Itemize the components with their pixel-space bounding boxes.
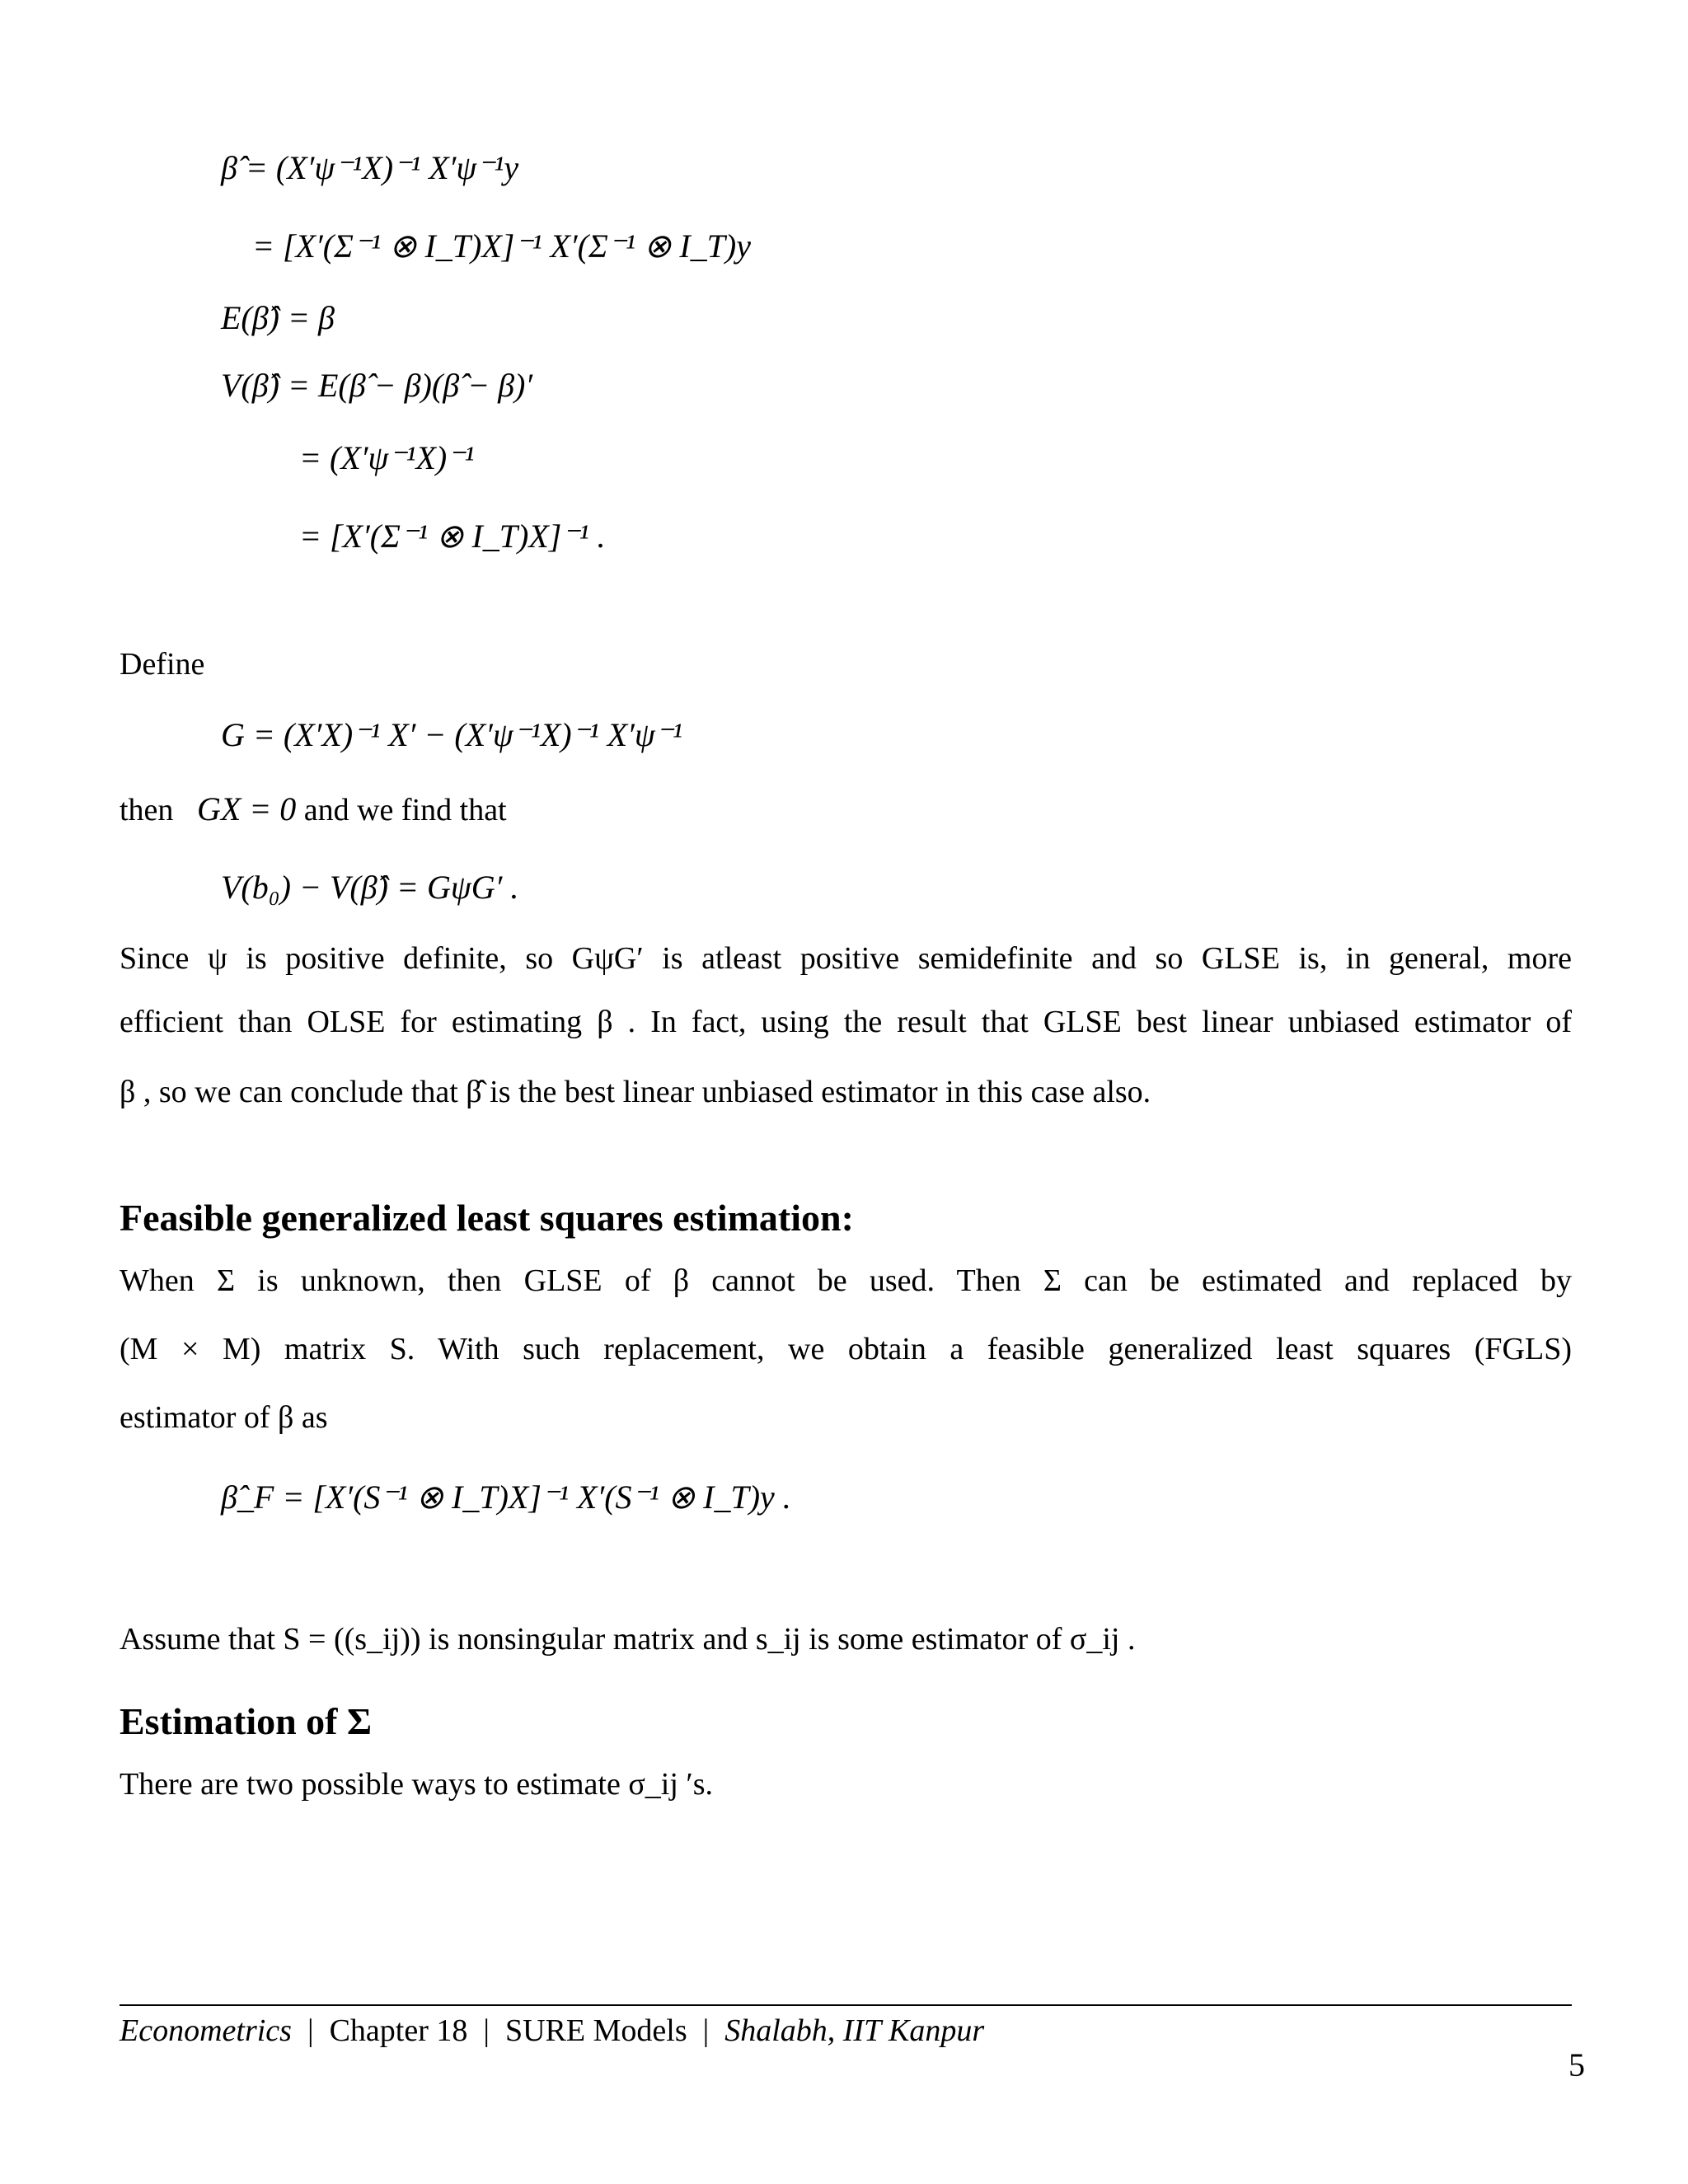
footer-sep-3: | [702,2013,710,2048]
equation-fgls-estimator: β̂_F = [X′(S⁻¹ ⊗ I_T)X]⁻¹ X′(S⁻¹ ⊗ I_T)y . [221,1479,791,1516]
since-line-2: efficient than OLSE for estimating β . In fact, using the result that GLSE best linear unbiased estimator of [120,1005,1572,1039]
equation-variance-kronecker: = [X′(Σ⁻¹ ⊗ I_T)X]⁻¹ . [299,518,606,555]
since-line-3: β , so we can conclude that β̂ is the best linear unbiased estimator in this case also. [120,1075,1151,1109]
ways-line: There are two possible ways to estimate σ_ij ′s. [120,1767,714,1802]
equation-g-definition: G = (X′X)⁻¹ X′ − (X′ψ⁻¹X)⁻¹ X′ψ⁻¹ [221,716,682,753]
footer [120,2013,984,2049]
footer-author: Shalabh, IIT Kanpur [724,2013,985,2048]
then-label: then [120,793,174,827]
then-text [120,790,507,827]
fgls-line-1: When Σ is unknown, then GLSE of β cannot be used. Then Σ can be estimated and replaced by [120,1263,1572,1298]
equation-expectation: E(β̂) = β [221,299,335,336]
footer-book: Econometrics [120,2013,292,2048]
gx-zero: GX = 0 [196,790,297,827]
fgls-line-3: estimator of β as [120,1400,328,1435]
fgls-line-2: (M × M) matrix S. With such replacement, we obtain a feasible generalized least squares (FGLS) [120,1332,1572,1366]
footer-sep-1: | [307,2013,314,2048]
equation-variance-difference: V(b₀) − V(β̂) = GψG′ . [221,869,519,906]
footer-sep-2: | [483,2013,490,2048]
equation-beta-hat: β̂ = (X′ψ⁻¹X)⁻¹ X′ψ⁻¹y [221,149,519,186]
footer-topic: SURE Models [504,2013,687,2048]
assume-line: Assume that S = ((s_ij)) is nonsingular matrix and s_ij is some estimator of σ_ij . [120,1622,1136,1657]
equation-variance-glse: = (X′ψ⁻¹X)⁻¹ [299,439,475,476]
footer-rule [120,2004,1572,2006]
section-heading-sigma: Estimation of Σ [120,1700,373,1742]
equation-beta-hat-kronecker: = [X′(Σ⁻¹ ⊗ I_T)X]⁻¹ X′(Σ⁻¹ ⊗ I_T)y [252,227,751,265]
define-label: Define [120,647,205,682]
footer-chapter: Chapter 18 [329,2013,468,2048]
section-heading-fgls: Feasible generalized least squares estimation: [120,1197,854,1239]
equation-variance: V(β̂) = E(β̂ − β)(β̂ − β)′ [221,367,533,404]
page-number: 5 [1568,2046,1585,2083]
since-line-1: Since ψ is positive definite, so GψG′ is atleast positive semidefinite and so GLSE is, in general, more [120,941,1572,976]
then-find: and we find that [303,793,507,827]
